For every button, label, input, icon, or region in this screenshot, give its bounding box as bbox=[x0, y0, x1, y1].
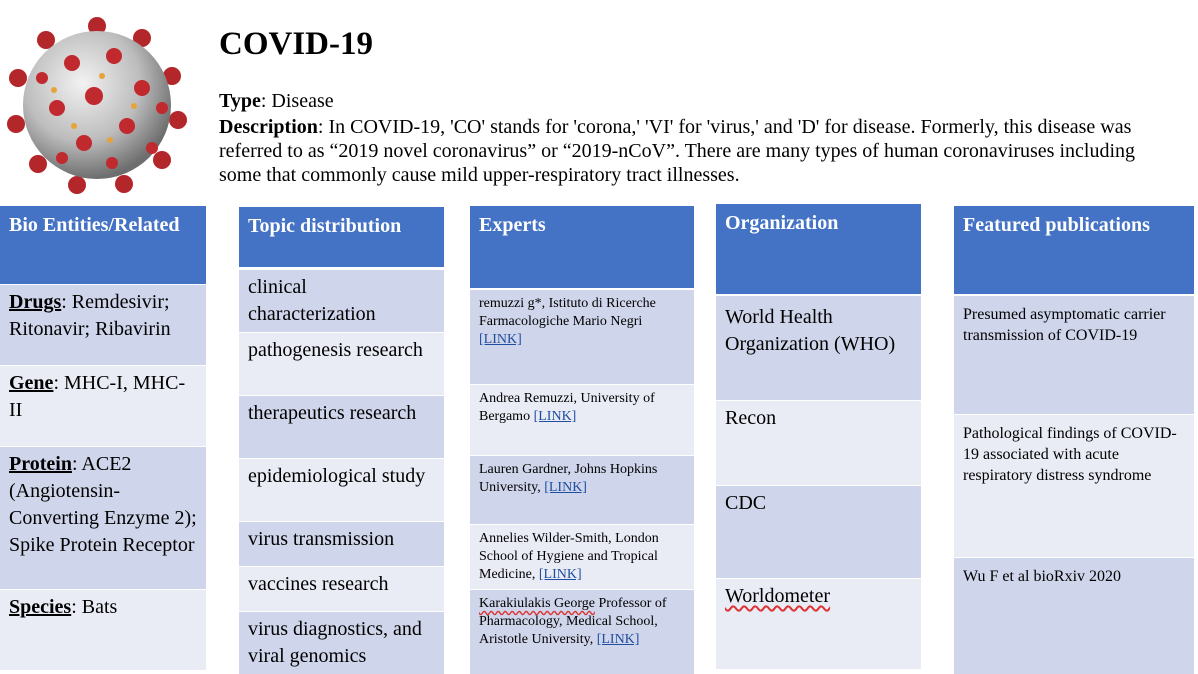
drugs-value: : Remdesivir; Ritonavir; Ribavirin bbox=[9, 291, 171, 340]
species-cell bbox=[0, 590, 206, 670]
publication-item: Presumed asymptomatic carrier transmission of COVID-19 bbox=[954, 296, 1194, 414]
bio-entities-header: Bio Entities/Related bbox=[0, 206, 206, 284]
organization-item-label: Worldometer bbox=[725, 585, 831, 607]
expert-item bbox=[470, 385, 694, 455]
coronavirus-image bbox=[2, 8, 192, 198]
description-text: : In COVID-19, 'CO' stands for 'corona,' 'VI' for 'virus,' and 'D' for disease. Formerly, this disease was referred to as “2019 novel coronavirus” or “2019-nCoV”. There are many types of human coronaviruses including some that commonly cause mild upper-respiratory tract illnesses. bbox=[219, 116, 1135, 186]
expert-item bbox=[470, 590, 694, 674]
experts-header: Experts bbox=[470, 206, 694, 288]
organization-header: Organization bbox=[716, 204, 921, 294]
species-label: Species bbox=[9, 596, 72, 618]
topic-item: clinical characterization bbox=[239, 270, 444, 332]
topic-item: therapeutics research bbox=[239, 396, 444, 458]
protein-label: Protein bbox=[9, 453, 72, 475]
description bbox=[219, 115, 1164, 187]
expert-text: Lauren Gardner, Johns Hopkins University, bbox=[479, 462, 658, 495]
publication-item: Wu F et al bioRxiv 2020 bbox=[954, 558, 1194, 674]
topic-item: virus transmission bbox=[239, 522, 444, 566]
organization-item: Recon bbox=[716, 401, 921, 485]
topic-item: vaccines research bbox=[239, 567, 444, 611]
expert-text: Annelies Wilder-Smith, London School of Hygiene and Tropical Medicine, bbox=[479, 531, 659, 582]
drugs-cell bbox=[0, 285, 206, 365]
publications-header: Featured publications bbox=[954, 206, 1194, 294]
expert-item bbox=[470, 290, 694, 384]
expert-link[interactable]: [LINK] bbox=[533, 409, 577, 424]
organization-item bbox=[716, 579, 921, 669]
expert-link[interactable]: [LINK] bbox=[544, 480, 587, 495]
organization-item: World Health Organization (WHO) bbox=[716, 296, 921, 400]
topic-item: pathogenesis research bbox=[239, 333, 444, 395]
publication-item: Pathological findings of COVID-19 associated with acute respiratory distress syndrome bbox=[954, 415, 1194, 557]
gene-cell bbox=[0, 366, 206, 446]
expert-item bbox=[470, 525, 694, 589]
topic-item: virus diagnostics, and viral genomics bbox=[239, 612, 444, 674]
expert-text: Professor of Pharmacology, Medical School, Aristotle University, bbox=[479, 596, 667, 647]
expert-text: remuzzi g*, Istituto di Ricerche Farmacologiche Mario Negri bbox=[479, 296, 656, 329]
species-value: : Bats bbox=[71, 596, 118, 618]
expert-link[interactable]: [LINK] bbox=[538, 567, 582, 582]
gene-label: Gene bbox=[9, 372, 54, 394]
organization-item: CDC bbox=[716, 486, 921, 578]
expert-item bbox=[470, 456, 694, 524]
description-label: Description bbox=[219, 116, 318, 138]
gene-value: : MHC-I, MHC-II bbox=[9, 372, 186, 421]
protein-cell bbox=[0, 447, 206, 589]
type-value: : Disease bbox=[260, 90, 334, 112]
page-title: COVID-19 bbox=[219, 26, 373, 62]
topic-distribution-header: Topic distribution bbox=[239, 207, 444, 267]
expert-link[interactable]: [LINK] bbox=[479, 332, 522, 347]
topic-item: epidemiological study bbox=[239, 459, 444, 521]
type-label: Type bbox=[219, 90, 261, 112]
expert-text: Andrea Remuzzi, University of Bergamo bbox=[479, 391, 655, 424]
expert-link[interactable]: [LINK] bbox=[596, 632, 640, 647]
protein-value: : ACE2 (Angiotensin-Converting Enzyme 2); Spike Protein Receptor bbox=[9, 453, 197, 556]
type-line bbox=[219, 90, 334, 113]
expert-name: Karakiulakis George bbox=[479, 596, 595, 611]
drugs-label: Drugs bbox=[9, 291, 62, 313]
